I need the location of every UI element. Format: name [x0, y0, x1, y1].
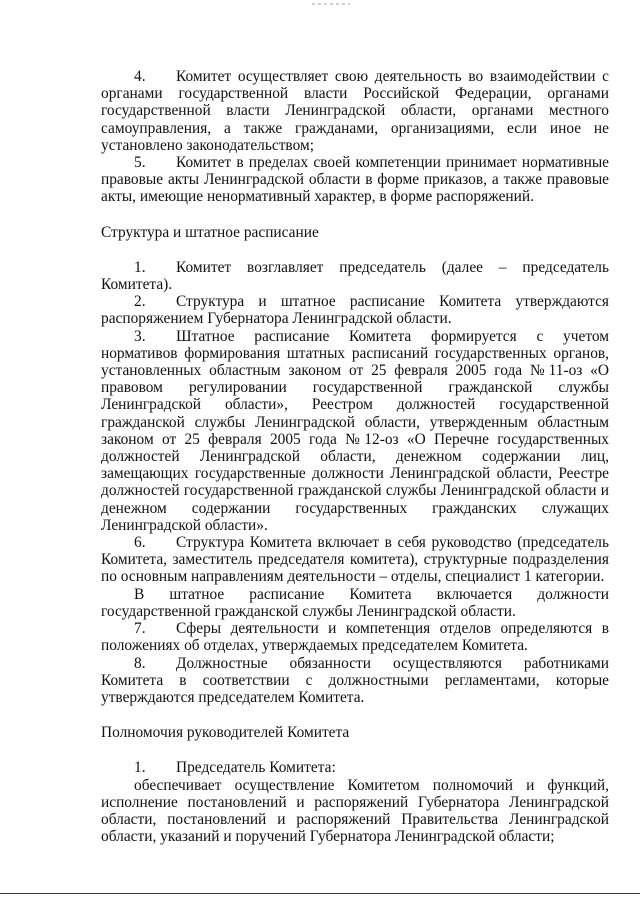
paragraph-text: Комитет в пределах своей компетенции принимает нормативные правовые акты Ленинградской области в форме приказов, а также правовые акты, имеющие ненормативный характер, в форме распоряжений.: [101, 154, 609, 206]
paragraph-number: 5.: [134, 154, 146, 172]
paragraph-text: Структура Комитета включает в себя руководство (председатель Комитета, заместитель председателя комитета), структурные подразделения по основным направлениям деятельности – отделы, специалист 1 категории.: [101, 534, 609, 586]
structure-item-6: [101, 534, 609, 586]
section-heading-structure: Структура и штатное расписание: [101, 223, 319, 241]
structure-item-1: [101, 259, 609, 293]
paragraph-text: Должностные обязанности осуществляются работниками Комитета в соответствии с должностными регламентами, которые утверждаются председателем Комитета.: [101, 654, 609, 706]
document-body: [101, 68, 609, 845]
paragraph-number: 4.: [134, 68, 146, 85]
paragraph-text: Сферы деятельности и компетенция отделов определяются в положениях об отделах, утверждаемых председателем Комитета.: [101, 620, 609, 655]
paragraph-number: 2.: [134, 293, 146, 311]
powers-item-1-text: [101, 777, 609, 846]
structure-item-staffing: [101, 586, 609, 620]
paragraph-text: Комитет возглавляет председатель (далее – председатель Комитета).: [101, 258, 609, 294]
powers-item-1: [101, 759, 609, 776]
structure-item-8: [101, 655, 609, 707]
paragraph-text: обеспечивает осуществление Комитетом полномочий и функций, исполнение постановлений и распоряжений Губернатора Ленинградской области, постановлений и распоряжений Правительства Ленинградской области, указаний и поручений Губернатора Ленинградской области;: [101, 776, 609, 846]
paragraph-title: Председатель Комитета:: [176, 759, 336, 777]
paragraph-number: 1.: [134, 258, 146, 276]
paragraph-text: Структура и штатное расписание Комитета утверждаются распоряжением Губернатора Ленинградской области.: [101, 293, 609, 328]
paragraph-4: [101, 68, 609, 154]
paragraph-number: 7.: [134, 620, 146, 638]
structure-item-7: [101, 620, 609, 654]
structure-item-3: [101, 328, 609, 534]
scan-artifact: [312, 3, 350, 5]
paragraph-number: 1.: [134, 759, 146, 777]
section-heading-powers: Полномочия руководителей Комитета: [101, 724, 350, 742]
structure-item-2: [101, 293, 609, 327]
paragraph-text: Комитет осуществляет свою деятельность во взаимодействии с органами государственной власти Российской Федерации, органами государственной власти Ленинградской области, органами местного самоуправления, а также гражданами, организациями, если иное не установлено законодательством;: [101, 68, 609, 154]
paragraph-number: 3.: [134, 327, 146, 345]
paragraph-number: 6.: [134, 534, 146, 552]
paragraph-5: [101, 154, 609, 206]
paragraph-text: В штатное расписание Комитета включается должности государственной гражданской службы Ленинградской области.: [101, 585, 609, 620]
page-bottom-edge: [0, 893, 640, 894]
paragraph-number: 8.: [134, 654, 146, 672]
paragraph-text: Штатное расписание Комитета формируется с учетом нормативов формирования штатных расписаний государственных органов, установленных областным законом от 25 февраля 2005 года №11-оз «О правовом регулировании государственной гражданской службы Ленинградской области», Реестром должностей государственной гражданской службы Ленинградской области, утвержденным областным законом от 25 февраля 2005 года №12-оз «О Перечне государственных должностей Ленинградской области, денежном содержании лиц, замещающих государственные должности Ленинградской области, Реестре должностей государственной гражданской службы Ленинградской области и денежном содержании государственных гражданских служащих Ленинградской области».: [101, 327, 609, 534]
